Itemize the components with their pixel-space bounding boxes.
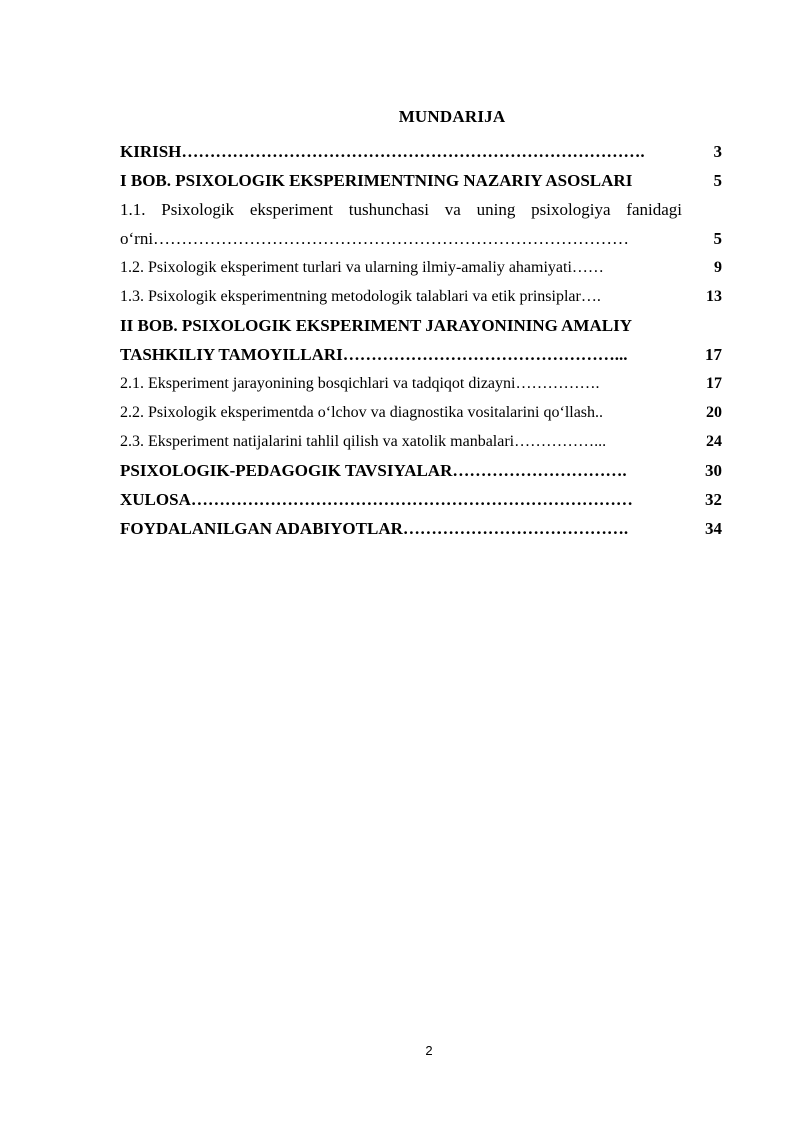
toc-entry-page: 13: [706, 288, 722, 305]
table-of-contents: [120, 137, 722, 543]
toc-entry-page: 17: [706, 375, 722, 392]
toc-entry-section-1-1-line1[interactable]: [120, 195, 722, 224]
toc-entry-page: 3: [713, 142, 722, 161]
toc-entry-kirish[interactable]: [120, 137, 722, 166]
toc-entry-page: 5: [713, 229, 722, 248]
toc-title: MUNDARIJA: [398, 107, 506, 126]
toc-entry-text: 2.3. Eksperiment natijalarini tahlil qilish va xatolik manbalari……………...: [120, 433, 607, 450]
toc-entry-text: 1.1. Psixologik eksperiment tushunchasi va uning psixologiya fanidagi: [120, 200, 682, 219]
toc-entry-conclusion[interactable]: [120, 485, 722, 514]
toc-entry-section-2-2[interactable]: [120, 398, 722, 427]
toc-entry-text: 2.1. Eksperiment jarayonining bosqichlari va tadqiqot dizayni…………….: [120, 375, 600, 392]
toc-entry-text: PSIXOLOGIK-PEDAGOGIK TAVSIYALAR………………………….: [120, 461, 627, 480]
toc-entry-page: 9: [714, 259, 722, 276]
toc-entry-text: II BOB. PSIXOLOGIK EKSPERIMENT JARAYONINING AMALIY: [120, 316, 632, 335]
toc-entry-page: 34: [705, 519, 722, 538]
toc-entry-section-2-3[interactable]: [120, 427, 722, 456]
toc-entry-chapter-2-line1[interactable]: [120, 311, 722, 340]
toc-entry-text: 1.2. Psixologik eksperiment turlari va ularning ilmiy-amaliy ahamiyati……: [120, 259, 604, 276]
toc-entry-chapter-1[interactable]: [120, 166, 722, 195]
toc-entry-text: 1.3. Psixologik eksperimentning metodologik talablari va etik prinsiplar….: [120, 288, 601, 305]
toc-entry-text: FOYDALANILGAN ADABIYOTLAR………………………………….: [120, 519, 629, 538]
toc-entry-text: XULOSA……………………………………………………………………: [120, 490, 633, 509]
toc-entry-section-1-3[interactable]: [120, 282, 722, 311]
toc-entry-page: 17: [705, 345, 722, 364]
toc-entry-page: 24: [706, 433, 722, 450]
toc-entry-text: TASHKILIY TAMOYILLARI…………………………………………...: [120, 345, 628, 364]
toc-entry-section-1-1-line2[interactable]: [120, 224, 722, 253]
toc-entry-recommendations[interactable]: [120, 456, 722, 485]
toc-entry-chapter-2-line2[interactable]: [120, 340, 722, 369]
toc-entry-page: 5: [713, 171, 722, 190]
toc-entry-text: I BOB. PSIXOLOGIK EKSPERIMENTNING NAZARIY ASOSLARI: [120, 171, 633, 190]
toc-entry-section-1-2[interactable]: [120, 253, 722, 282]
toc-entry-section-2-1[interactable]: [120, 369, 722, 398]
toc-entry-page: 20: [706, 404, 722, 421]
toc-entry-text: 2.2. Psixologik eksperimentda o‘lchov va diagnostika vositalarini qo‘llash..: [120, 404, 604, 421]
page-number: 2: [425, 1043, 433, 1058]
toc-entry-page: 30: [705, 461, 722, 480]
toc-entry-references[interactable]: [120, 514, 722, 543]
toc-entry-text: o‘rni…………………………………………………………………………: [120, 229, 630, 248]
toc-entry-text: KIRISH……………………………………………………………………….: [120, 142, 645, 161]
toc-entry-page: 32: [705, 490, 722, 509]
